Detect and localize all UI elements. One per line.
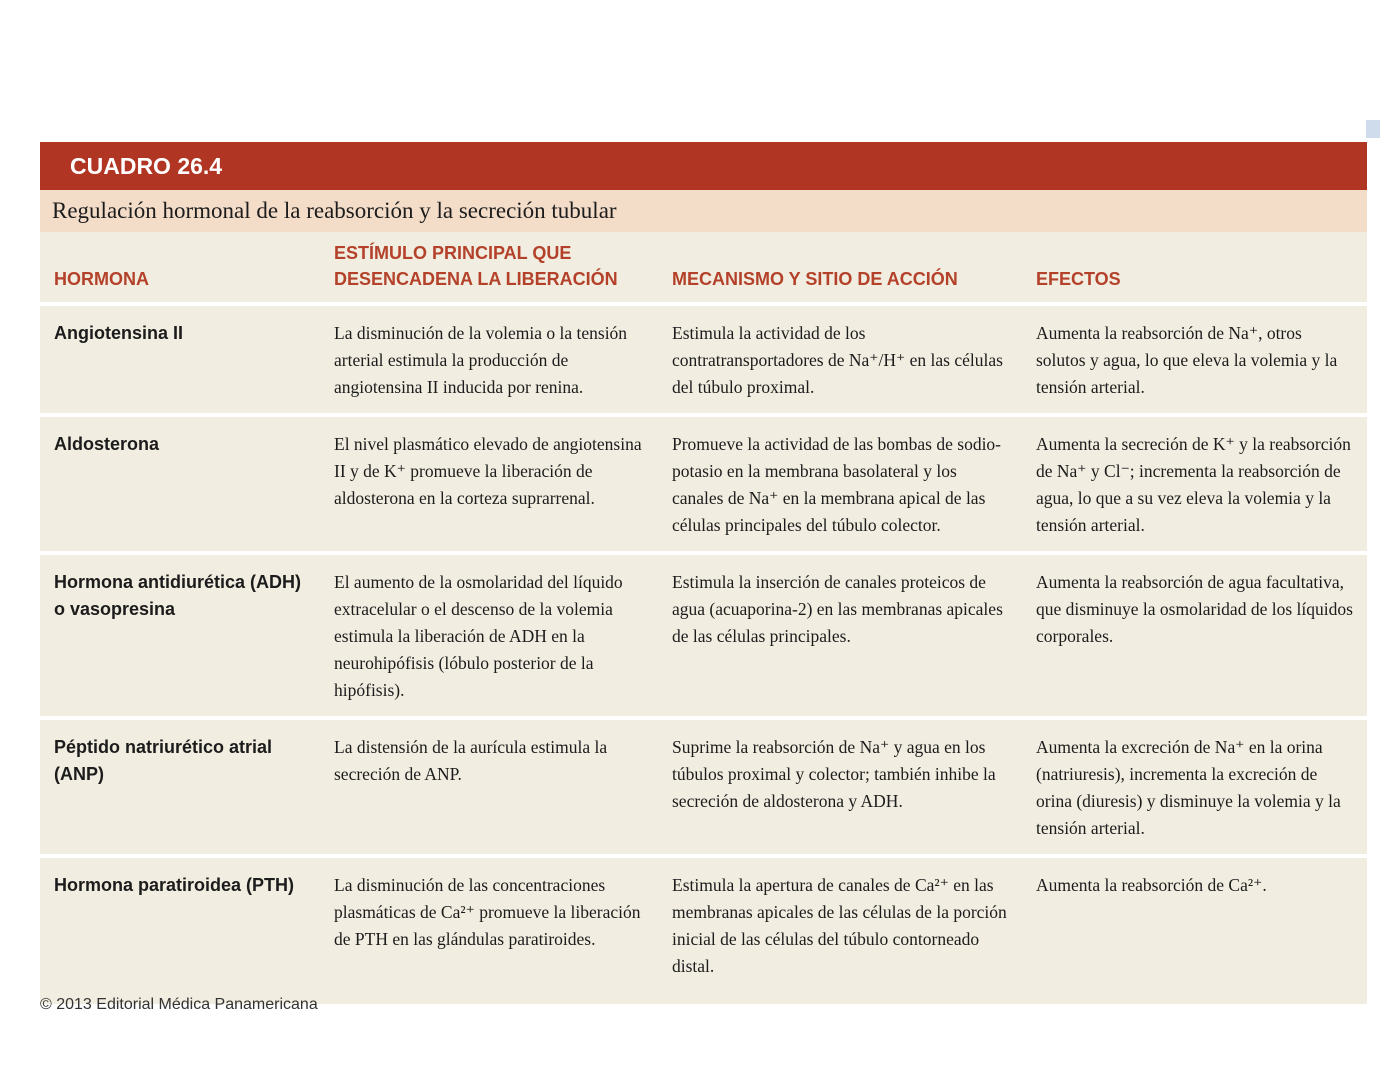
- row-hormone: Angiotensina II: [54, 323, 184, 343]
- row-effects: Aumenta la reabsorción de Na⁺, otros solutos y agua, lo que eleva la volemia y la tensión arterial.: [1036, 323, 1338, 397]
- table-row: [40, 553, 1367, 718]
- row-effects: Aumenta la excreción de Na⁺ en la orina (natriuresis), incrementa la excreción de orina (diuresis) y disminuye la volemia y la tensión arterial.: [1036, 737, 1341, 838]
- table-row: [40, 856, 1367, 1004]
- corner-marker: [1366, 120, 1380, 138]
- table-row: [40, 718, 1367, 856]
- row-stimulus: La distensión de la aurícula estimula la secreción de ANP.: [334, 737, 608, 784]
- header-mechanism: MECANISMO Y SITIO DE ACCIÓN: [672, 269, 958, 289]
- row-effects: Aumenta la reabsorción de agua facultativa, que disminuye la osmolaridad de los líquidos corporales.: [1036, 572, 1353, 646]
- row-stimulus: El nivel plasmático elevado de angiotensina II y de K⁺ promueve la liberación de aldosterona en la corteza suprarrenal.: [334, 434, 642, 508]
- regulation-table: [40, 232, 1367, 1004]
- row-stimulus: La disminución de las concentraciones plasmáticas de Ca²⁺ promueve la liberación de PTH en las glándulas paratiroides.: [334, 875, 641, 949]
- row-effects: Aumenta la reabsorción de Ca²⁺.: [1036, 875, 1267, 895]
- header-row: [40, 232, 1367, 304]
- table-subtitle: Regulación hormonal de la reabsorción y la secreción tubular: [40, 190, 1367, 232]
- table-row: [40, 304, 1367, 415]
- row-mechanism: Estimula la actividad de los contratransportadores de Na⁺/H⁺ en las células del túbulo proximal.: [672, 323, 1003, 397]
- row-hormone: Aldosterona: [54, 434, 160, 454]
- row-hormone: Hormona paratiroidea (PTH): [54, 875, 295, 895]
- row-hormone: Hormona antidiurética (ADH) o vasopresina: [54, 572, 302, 619]
- row-effects: Aumenta la secreción de K⁺ y la reabsorción de Na⁺ y Cl⁻; incrementa la reabsorción de agua, lo que a su vez eleva la volemia y la tensión arterial.: [1036, 434, 1351, 535]
- row-mechanism: Estimula la inserción de canales proteicos de agua (acuaporina-2) en las membranas apicales de las células principales.: [672, 572, 1003, 646]
- header-hormone: HORMONA: [54, 269, 149, 289]
- row-mechanism: Estimula la apertura de canales de Ca²⁺ en las membranas apicales de las células de la porción inicial de las células del túbulo contorneado distal.: [672, 875, 1007, 976]
- table-row: [40, 415, 1367, 553]
- header-effects: EFECTOS: [1036, 269, 1121, 289]
- hormone-regulation-table: [40, 142, 1367, 1004]
- copyright-footer: © 2013 Editorial Médica Panamericana: [40, 996, 318, 1013]
- table-title: CUADRO 26.4: [40, 142, 1367, 190]
- row-mechanism: Promueve la actividad de las bombas de sodio-potasio en la membrana basolateral y los canales de Na⁺ en la membrana apical de las células principales del túbulo colector.: [672, 434, 1002, 535]
- row-hormone: Péptido natriurético atrial (ANP): [54, 737, 273, 784]
- row-stimulus: El aumento de la osmolaridad del líquido extracelular o el descenso de la volemia estimula la liberación de ADH en la neurohipófisis (lóbulo posterior de la hipófisis).: [334, 572, 623, 700]
- row-mechanism: Suprime la reabsorción de Na⁺ y agua en los túbulos proximal y colector; también inhibe la secreción de aldosterona y ADH.: [672, 737, 996, 811]
- header-stimulus: ESTÍMULO PRINCIPAL QUE DESENCADENA LA LIBERACIÓN: [334, 243, 618, 289]
- row-stimulus: La disminución de la volemia o la tensión arterial estimula la producción de angiotensina II inducida por renina.: [334, 323, 628, 397]
